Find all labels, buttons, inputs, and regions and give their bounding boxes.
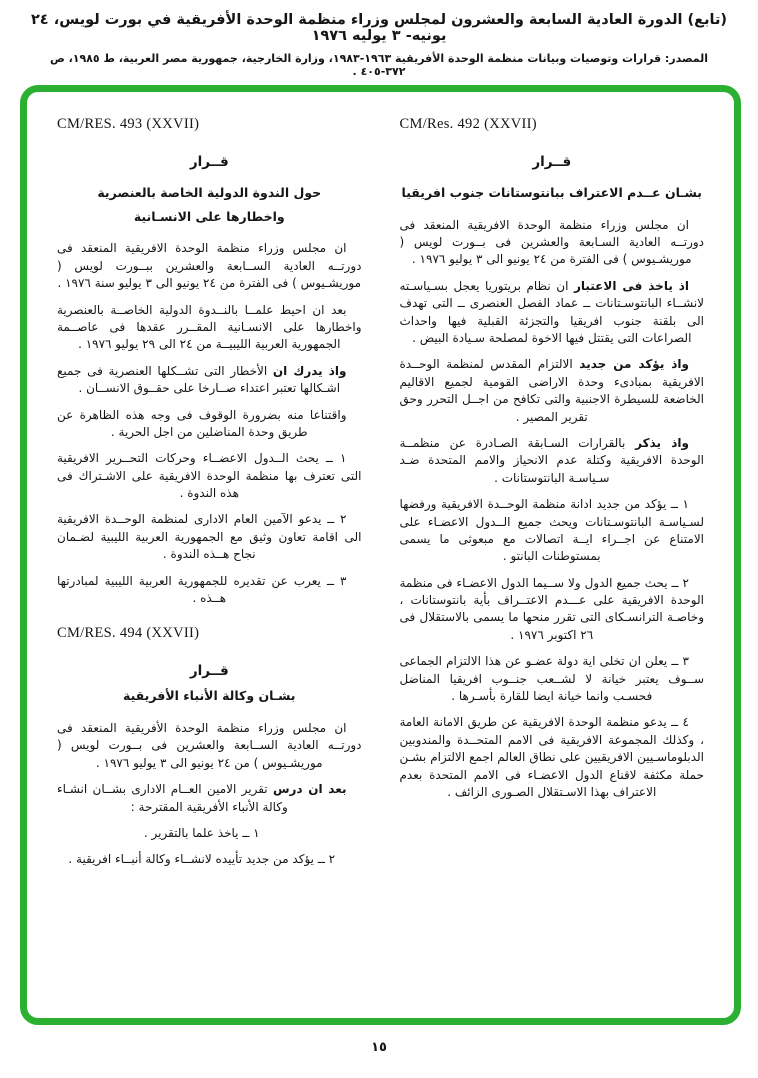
paragraph-lead: واذ يؤكد من جديد	[579, 357, 690, 372]
resolution-title-492: قــرار	[532, 154, 572, 171]
paragraph-text: ٢ ــ يحث جميع الدول ولا ســيما الدول الاعضـاء فى منظمة الوحدة الافريقية على عـــدم الاعتــراف بأية بانتوستانات ، وخاصـة الترانسـكاى التى تقرر منحها ما يسمى بالاستقلال فى ٢٦ اكتوبر ١٩٧٦ .	[399, 575, 704, 642]
paragraph-text: تقرير الامين العــام الادارى بشــان انشـاء وكالة الأنباء الأفريقية المقترحة :	[57, 782, 288, 814]
paragraph-text: ٣ ــ يعلن ان تخلى اية دولة عضـو عن هذا الالتزام الجماعى ســوف يعتبر خيانة لا لشــعب جنــوب افريقيا المناضل فحسـب وانما خيانة ايضا للقارة بأسـرها .	[399, 654, 704, 704]
numbered-item-3	[57, 573, 362, 608]
paragraph-lead: واذ يدرك ان	[272, 363, 347, 378]
resolution-subject-492: بشـان عــدم الاعتراف ببانتوستانات جنوب افريقيا	[401, 184, 702, 200]
header-source-line: المصدر: قرارات وتوصيات وبيانات منظمة الوحدة الأفريقية ١٩٦٣-١٩٨٣، وزارة الخارجية، جمهورية مصر العربية، ط ١٩٨٥، ص ٣٧٢-٤٠٥ .	[49, 52, 709, 78]
resolution-subject-493-line1: حول الندوة الدولية الخاصة بالعنصرية	[97, 184, 322, 200]
paragraph	[400, 278, 705, 348]
paragraph-text: ٣ ــ يعرب عن تقديره للجمهورية العربية الليبية لمبادرتها هــذه .	[57, 573, 347, 606]
paragraph	[400, 435, 705, 487]
resolution-number-492: CM/Res. 492 (XXVII)	[399, 116, 537, 132]
paragraph-text: بالقرارات السـابقة الصـادرة عن منظمــة الوحدة الافريقية وكتلة عدم الانحياز والامم المتحدة ضـد سـياسـة البانتوستانات .	[399, 435, 704, 485]
numbered-item-1	[57, 450, 362, 502]
numbered-item-1	[57, 825, 362, 842]
paragraph-text: ١ ــ ياخذ علما بالتقرير .	[143, 826, 260, 841]
paragraph-lead: اذ ياخذ فى الاعتبار	[573, 278, 689, 293]
resolution-subject-493-line2: واخطارها على الانسـانية	[133, 208, 285, 224]
paragraph-text: الأخطار التى تشــكلها العنصرية فى جميع اشـكالها تعتبر اعتداء صــارخا على حقــوق الانســان .	[57, 363, 341, 396]
numbered-item-4	[400, 714, 705, 801]
paragraph-lead: واذ يذكر	[635, 435, 689, 450]
paragraph	[57, 781, 362, 816]
numbered-item-1	[400, 496, 705, 566]
numbered-item-2	[400, 575, 705, 645]
paragraph-text: ٢ ــ يؤكد من جديد تأييده لانشــاء وكالة أنبــاء افريقية .	[68, 852, 336, 867]
resolution-title-494: قــرار	[189, 663, 229, 680]
paragraph-lead: بعد ان درس	[272, 782, 347, 797]
resolution-title-493: قــرار	[189, 154, 229, 171]
paragraph-text: ١ ــ يحث الــدول الاعضــاء وحركات التحــرير الافريقية التى تعترف بها منظمة الوحدة الافريقية على الاشـتراك فى هذه الندوة .	[57, 451, 362, 501]
paragraph	[400, 217, 705, 269]
paragraph-text: ان مجلس وزراء منظمة الوحدة الأفريقية المنعقد فى دورتــه العادية الســابعة والعشرين فى بــورت لويس ( موريشـيوس ) من ٢٤ يونيو الى ٣ يوليو ١٩٧٦ .	[57, 721, 362, 770]
numbered-item-3	[400, 653, 705, 705]
paragraph-text: ان مجلس وزراء منظمة الوحدة الافريقية المنعقد فى دورتــه العادية السـابعة والعشرين فى بــورت لويس ( موريشـيوس ) فى الفترة من ٢٤ يونيو الى ٣ يوليو ١٩٧٦ .	[399, 217, 704, 267]
paragraph	[400, 356, 705, 426]
resolution-block-494	[57, 623, 362, 868]
numbered-item-2	[57, 851, 362, 868]
paragraph	[57, 720, 362, 772]
paragraph-text: بعد ان احيط علمــا بالنــدوة الدولية الخاصــة بالعنصرية واخطارها على الانسـانية المقــرر عقدها فى عاصــمة الجمهورية العربية الليبيــة من ٢٤ الى ٢٩ يوليو ١٩٧٦ .	[57, 302, 362, 352]
resolution-number-493: CM/RES. 493 (XXVII)	[57, 116, 200, 132]
paragraph	[57, 302, 362, 354]
paragraph	[57, 363, 362, 398]
paragraph-text: ٤ ــ يدعو منظمة الوحدة الافريقية عن طريق الامانة العامة ، وكذلك المجموعة الافريقية فى الامم المتحــدة والمندوبين الدبلوماسـيين الافريقيين على نطاق العالم اجمع الالتزام بشـن حملة مكثفة لاقناع الدول الاعضـاء فى الامم المتحدة بعدم الاعتراف بهذا الاسـتقلال الصـورى الزائف .	[399, 715, 704, 799]
resolution-number-494: CM/RES. 494 (XXVII)	[57, 625, 200, 642]
paragraph-text: الالتزام المقدس لمنظمة الوحــدة الافريقية بمبادىء وحدة الاراضى القومية لجميع الاقاليم الخاضعة للسيطرة الاجنبية والتى تكافح من اجــل التحرر وحق تقرير المصير .	[399, 357, 704, 424]
numbered-item-2	[57, 511, 362, 563]
paragraph	[57, 407, 362, 442]
paragraph	[57, 240, 362, 292]
page-number: ١٥	[371, 1040, 387, 1055]
content-frame	[20, 85, 741, 1025]
text-columns	[27, 92, 734, 1018]
column-res-493-494	[57, 114, 362, 1010]
column-res-492	[400, 114, 705, 1010]
paragraph-text: ٢ ــ يدعو الآمين العام الادارى لمنظمة الوحــدة الافريقية الى اقامة تعاون وثيق مع الجمهورية العربية الليبية لضـمان نجاح هــذه الندوة .	[57, 512, 362, 562]
resolution-subject-494: بشـان وكالة الأنباء الأفريقية	[122, 688, 296, 704]
paragraph-text: ان مجلس وزراء منظمة الوحدة الافريقية المنعقد فى دورتــه العادية الســابعة والعشرين ببــورت لويس ( موريشـيوس ) فى الفترة من ٢٤ يونيو الى ٣ يوليو سنة ١٩٧٦ .	[57, 241, 362, 291]
header-session-line: (تابع) الدورة العادية السابعة والعشرون لمجلس وزراء منظمة الوحدة الأفريقية في بورت لويس، ٢٤ يونيه- ٣ يوليه ١٩٧٦	[30, 12, 728, 44]
paragraph-text: ان نظام بريتوريا يعجل بسـياسـته لانشــاء البانتوسـتانات ــ عماد الفصل العنصرى ــ التى تهدف الى بلقنة جنوب افريقيا والتجزئة القبلية فيها واحداث الصراعات التى يقتتل فيها الاخوة لمصلحة سـيادة البيض .	[399, 278, 704, 345]
paragraph-text: واقتناعا منه بضرورة الوقوف فى وجه هذه الظاهرة عن طريق وحدة المناضلين من اجل الحرية .	[57, 407, 347, 439]
paragraph-text: ١ ــ يؤكد من جديد ادانة منظمة الوحــدة الافريقية ورفضها لسـياسـة البانتوسـتانات ويحث جميع الــدول الاعضـاء على الامتناع عن اجــراء ايــة اتصالات مع مبعوثى ما يسمى بمستوطنات البانتو .	[399, 497, 704, 564]
page-header	[0, 12, 758, 78]
